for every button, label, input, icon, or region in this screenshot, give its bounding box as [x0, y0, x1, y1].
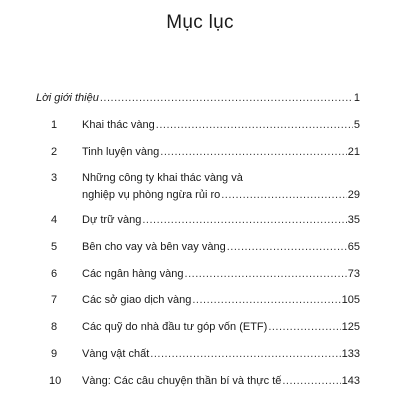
- toc-page-number: 65: [347, 241, 360, 253]
- leader-dots: [100, 91, 353, 105]
- leader-dots: [150, 347, 340, 361]
- chapter-number: 6: [51, 268, 58, 280]
- chapter-number: 8: [51, 321, 58, 333]
- chapter-number: 7: [51, 294, 58, 306]
- toc-page-number: 143: [341, 375, 360, 387]
- toc-page-number: 35: [347, 214, 360, 226]
- leader-dots: [221, 188, 347, 202]
- toc-page-number: 21: [347, 146, 360, 158]
- toc-entry-title: Khai thác vàng: [82, 119, 155, 131]
- toc-page-number: 73: [347, 268, 360, 280]
- leader-dots: [142, 213, 346, 227]
- chapter-number: 9: [51, 348, 58, 360]
- toc-entry-title: Tinh luyện vàng: [82, 146, 160, 158]
- toc-page-number: 29: [347, 189, 360, 201]
- toc-entry-title: Lời giới thiệu: [36, 92, 99, 104]
- chapter-number: 4: [51, 214, 58, 226]
- toc-page-number: 105: [341, 294, 360, 306]
- toc-entry-title: Bên cho vay và bên vay vàng: [82, 241, 226, 253]
- chapter-number: 1: [51, 119, 58, 131]
- leader-dots: [268, 320, 340, 334]
- leader-dots: [160, 145, 346, 159]
- toc-page-number: 5: [353, 119, 360, 131]
- toc-entry-title: Dự trữ vàng: [82, 214, 142, 226]
- leader-dots: [156, 118, 353, 132]
- toc-page-number: 125: [341, 321, 360, 333]
- chapter-number: 5: [51, 241, 58, 253]
- page-title: Mục lục: [166, 12, 234, 33]
- chapter-number: 3: [51, 172, 58, 184]
- toc-entry-title: Các ngân hàng vàng: [82, 268, 184, 280]
- toc-entry-title-line2: nghiệp vụ phòng ngừa rủi ro: [82, 189, 221, 201]
- toc-page-number: 1: [353, 92, 360, 104]
- chapter-number: 2: [51, 146, 58, 158]
- leader-dots: [227, 240, 347, 254]
- toc-entry-title: Vàng: Các câu chuyện thần bí và thực tế: [82, 375, 282, 387]
- toc-entry-title: Vàng vật chất: [82, 348, 150, 360]
- toc-page-number: 133: [341, 348, 360, 360]
- leader-dots: [192, 293, 340, 307]
- leader-dots: [282, 374, 340, 388]
- leader-dots: [185, 267, 347, 281]
- chapter-number: 10: [49, 375, 62, 387]
- toc-entry-title: Các sở giao dịch vàng: [82, 294, 192, 306]
- toc-entry-title-line1: Những công ty khai thác vàng và: [82, 172, 243, 184]
- toc-entry-title: Các quỹ do nhà đầu tư góp vốn (ETF): [82, 321, 268, 333]
